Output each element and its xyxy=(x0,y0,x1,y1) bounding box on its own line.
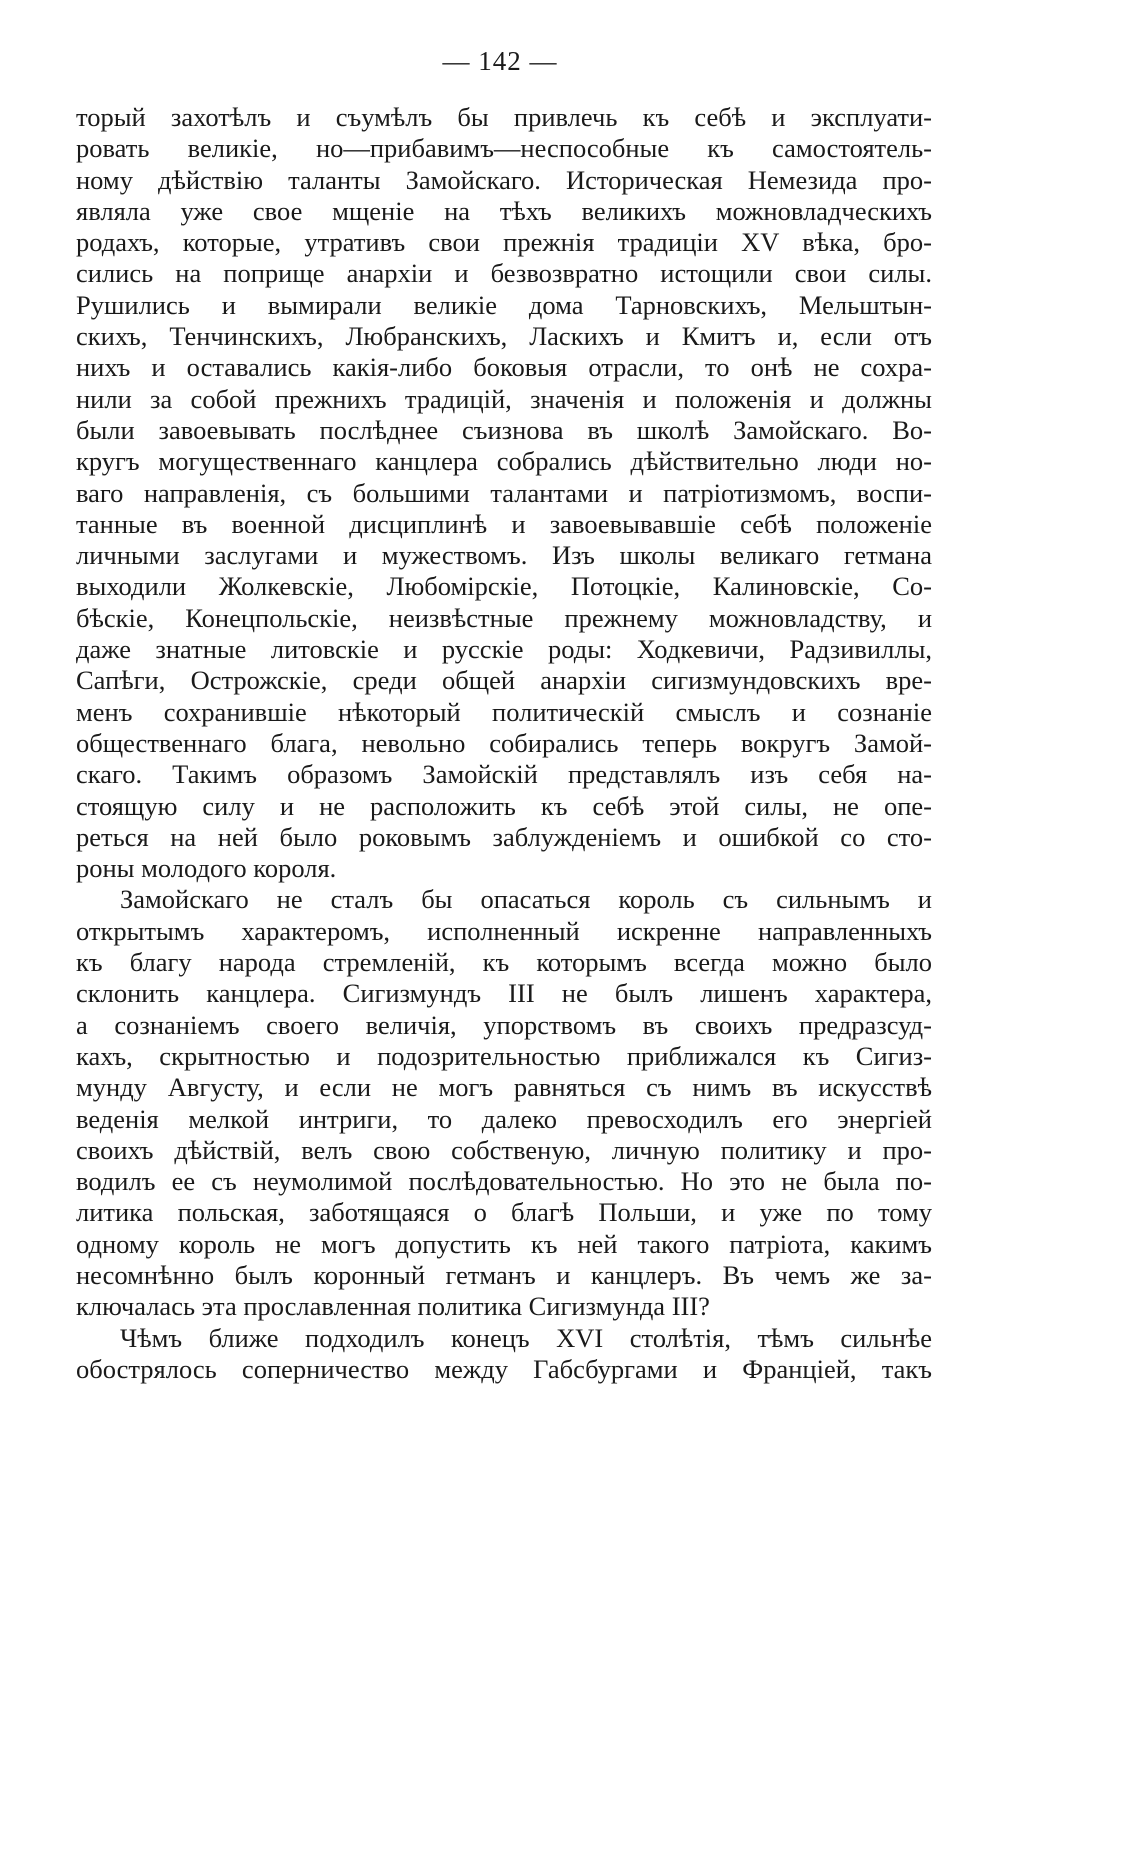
text-line: скихъ, Тенчинскихъ, Любранскихъ, Ласкихъ и Кмитъ и, если отъ xyxy=(76,321,932,352)
text-line: сились на поприще анархіи и безвозвратно истощили свои силы. xyxy=(76,258,932,289)
text-line: личными заслугами и мужествомъ. Изъ школы великаго гетмана xyxy=(76,540,932,571)
text-line: стоящую силу и не расположить къ себѣ этой силы, не опе- xyxy=(76,790,932,821)
text-line: скаго. Такимъ образомъ Замойскій представлялъ изъ себя на- xyxy=(76,759,932,790)
text-line: водилъ ее съ неумолимой послѣдовательностью. Но это не была по- xyxy=(76,1166,932,1197)
text-line: а сознаніемъ своего величія, упорствомъ въ своихъ предразсуд- xyxy=(76,1009,932,1040)
text-line: нихъ и оставались какія-либо боковыя отрасли, то онѣ не сохра- xyxy=(76,352,932,383)
text-line: кругъ могущественнаго канцлера собрались дѣйствительно люди но- xyxy=(76,446,932,477)
text-line: роны молодого короля. xyxy=(76,853,337,884)
text-line: танные въ военной дисциплинѣ и завоевывавшіе себѣ положеніе xyxy=(76,508,932,539)
text-line: Сапѣги, Острожскіе, среди общей анархіи сигизмундовскихъ вре- xyxy=(76,665,932,696)
text-line: ключалась эта прославленная политика Сигизмунда III? xyxy=(76,1291,710,1322)
text-line: кахъ, скрытностью и подозрительностью приближался къ Сигиз- xyxy=(76,1040,932,1071)
text-line: обострялось соперничество между Габсбургами и Франціей, такъ xyxy=(76,1353,932,1384)
text-line: реться на ней было роковымъ заблужденіемъ и ошибкой со сто- xyxy=(76,821,932,852)
paragraph-2 xyxy=(76,884,932,1322)
text-line: торый захотѣлъ и съумѣлъ бы привлечь къ себѣ и эксплуати- xyxy=(76,102,932,132)
text-line: являла уже свое мщеніе на тѣхъ великихъ можновладческихъ xyxy=(76,195,932,226)
text-line: одному король не могъ допустить къ ней такого патріота, какимъ xyxy=(76,1228,932,1259)
text-line: Рушились и вымирали великіе дома Тарновскихъ, Мельштын- xyxy=(76,289,932,320)
text-line: своихъ дѣйствій, велъ свою собственую, личную политику и про- xyxy=(76,1134,932,1165)
text-line: даже знатные литовскіе и русскіе роды: Ходкевичи, Радзивиллы, xyxy=(76,634,932,665)
text-line: родахъ, которые, утративъ свои прежнія традиціи XV вѣка, бро- xyxy=(76,227,932,258)
text-line: менъ сохранившіе нѣкоторый политическій смыслъ и сознаніе xyxy=(76,696,932,727)
text-line: общественнаго блага, невольно собирались теперь вокругъ Замой- xyxy=(76,727,932,758)
text-line: ваго направленія, съ большими талантами и патріотизмомъ, воспи- xyxy=(76,477,932,508)
text-line: къ благу народа стремленій, къ которымъ всегда можно было xyxy=(76,947,932,978)
text-line: нили за собой прежнихъ традицій, значенія и положенія и должны xyxy=(76,383,932,414)
body-text xyxy=(76,102,932,1385)
text-line: мунду Августу, и если не могъ равняться съ нимъ въ искусствѣ xyxy=(76,1072,932,1103)
text-line: были завоевывать послѣднее съизнова въ школѣ Замойскаго. Во- xyxy=(76,414,932,445)
paragraph-1 xyxy=(76,102,932,884)
text-line: литика польская, заботящаяся о благѣ Польши, и уже по тому xyxy=(76,1197,932,1228)
text-line: несомнѣнно былъ коронный гетманъ и канцлеръ. Въ чемъ же за- xyxy=(76,1259,932,1290)
text-line: ному дѣйствію таланты Замойскаго. Историческая Немезида про- xyxy=(76,164,932,195)
text-line: открытымъ характеромъ, исполненный искренне направленныхъ xyxy=(76,915,932,946)
text-line: веденія мелкой интриги, то далеко превосходилъ его энергіей xyxy=(76,1103,932,1134)
text-line: выходили Жолкевскіе, Любомірскіе, Потоцкіе, Калиновскіе, Со- xyxy=(76,571,932,602)
text-line: склонить канцлера. Сигизмундъ III не былъ лишенъ характера, xyxy=(76,978,932,1009)
text-line: Чѣмъ ближе подходилъ конецъ XVI столѣтія, тѣмъ сильнѣе xyxy=(120,1322,932,1353)
paragraph-3 xyxy=(76,1323,932,1386)
text-line: бѣскіе, Конецпольскіе, неизвѣстные прежнему можновладству, и xyxy=(76,602,932,633)
text-line: Замойскаго не сталъ бы опасаться король съ сильнымъ и xyxy=(120,884,932,915)
text-line: ровать великіе, но—прибавимъ—неспособные къ самостоятель- xyxy=(76,133,932,164)
page-number: — 142 — xyxy=(442,46,558,76)
